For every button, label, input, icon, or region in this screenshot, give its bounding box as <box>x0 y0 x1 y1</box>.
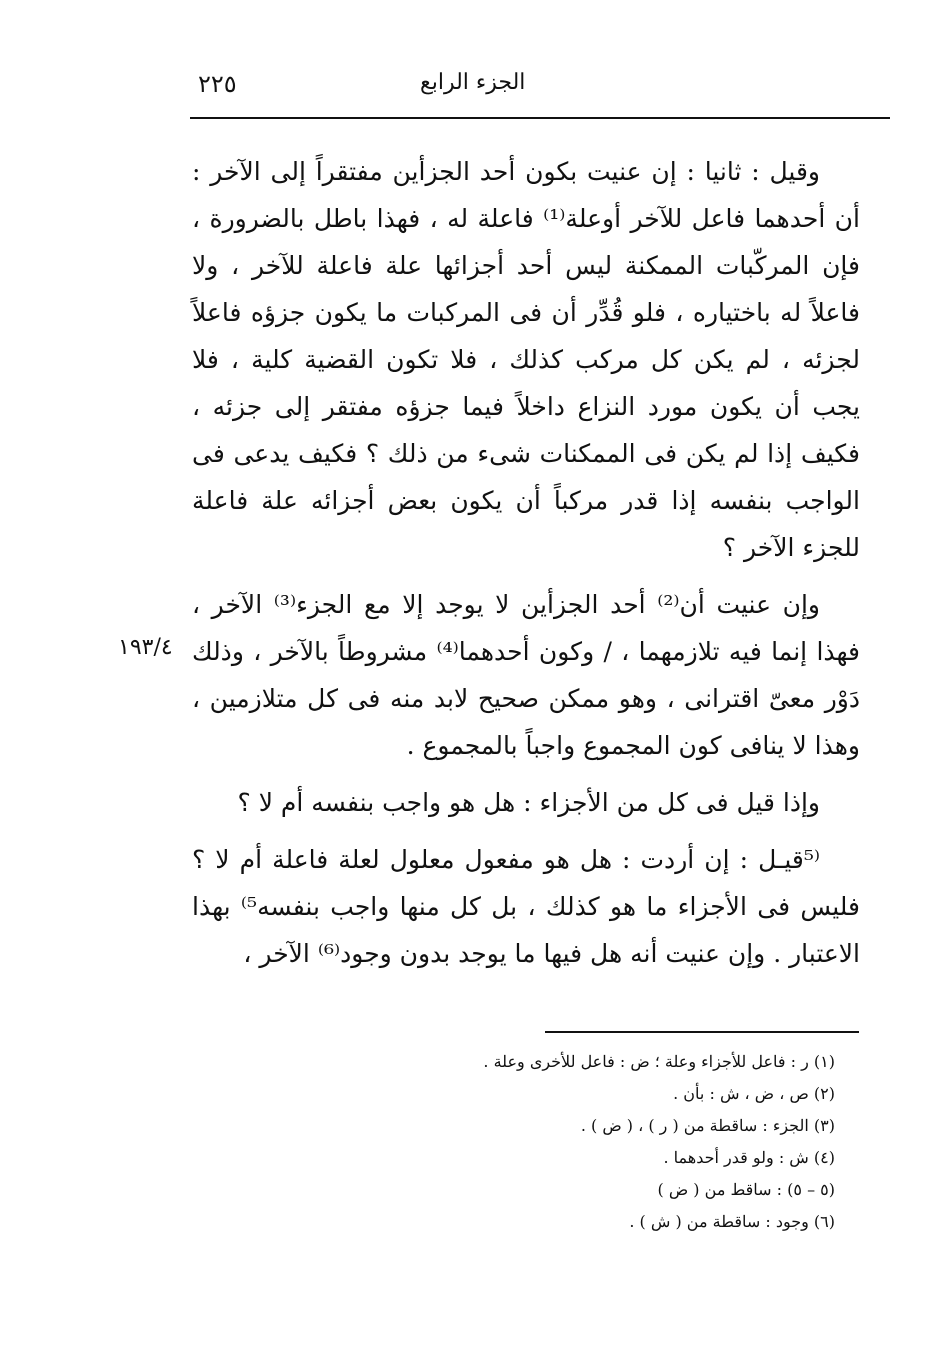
page-number: ٢٢٥ <box>198 70 237 98</box>
paragraph: وإن عنيت أن⁽²⁾ أحد الجزأين لا يوجد إلا مع الجزء⁽³⁾ الآخر ، فهذا إنما فيه تلازمهما ، / وكون أحدهما⁽⁴⁾ مشروطاً بالآخر ، وذلك دَوْر معىّ اقترانى ، وهو ممكن صحيح لابد منه فى كل متلازمين ، وهذا لا ينافى كون المجموع واجباً بالمجموع . <box>192 590 860 760</box>
paragraph: وإذا قيل فى كل من الأجزاء : هل هو واجب بنفسه أم لا ؟ <box>237 788 820 817</box>
header-divider <box>190 117 890 119</box>
margin-page-reference: ١٩٣/٤ <box>118 635 173 660</box>
paragraph: ⁽⁵قيـل : إن أردت : هل هو مفعول معلول لعلة فاعلة أم لا ؟ فليس فى الأجزاء ما هو كذلك ، بل كل منها واجب بنفسه⁵⁾ بهذا الاعتبار . وإن عنيت أنه هل فيها ما يوجد بدون وجود⁽⁶⁾ الآخر ، <box>192 845 861 968</box>
footnote: (١) ر : فاعل للأجزاء وعلة ؛ ض : فاعل للأخرى وعلة . <box>483 1052 835 1071</box>
main-text <box>192 148 860 987</box>
footnote: (٣) الجزء : ساقطة من ( ر ) ، ( ض ) . <box>580 1116 835 1135</box>
footnote: (٦) وجود : ساقطة من ( ش ) . <box>629 1212 835 1231</box>
paragraph: وقيل : ثانيا : إن عنيت بكون أحد الجزأين مفتقراً إلى الآخر : أن أحدهما فاعل للآخر أوعلة⁽¹⁾ فاعلة له ، فهذا باطل بالضرورة ، فإن المركّبات الممكنة ليس أحد أجزائها علة فاعلة للآخر ، ولا فاعلاً له باختياره ، فلو قُدِّر أن فى المركبات ما يكون جزؤه فاعلاً لجزئه ، لم يكن كل مركب كذلك ، فلا تكون القضية كلية ، فلا يجب أن يكون مورد النزاع داخلاً فيما جزؤه مفتقر إلى جزئه ، فكيف إذا لم يكن فى الممكنات شىء من ذلك ؟ فكيف يدعى فى الواجب بنفسه إذا قدر مركباً أن يكون بعض أجزائه علة فاعلة للجزء الآخر ؟ <box>192 157 860 562</box>
footnote: (٢) ص ، ض ، ش : بأن . <box>673 1084 835 1103</box>
footnotes <box>380 1046 835 1238</box>
footnote: (٥ – ٥) : ساقط من ( ض ) <box>657 1180 835 1199</box>
footnote-divider <box>545 1031 859 1033</box>
running-title: الجزء الرابع <box>420 70 526 95</box>
footnote: (٤) ش : ولو قدر أحدهما . <box>663 1148 835 1167</box>
